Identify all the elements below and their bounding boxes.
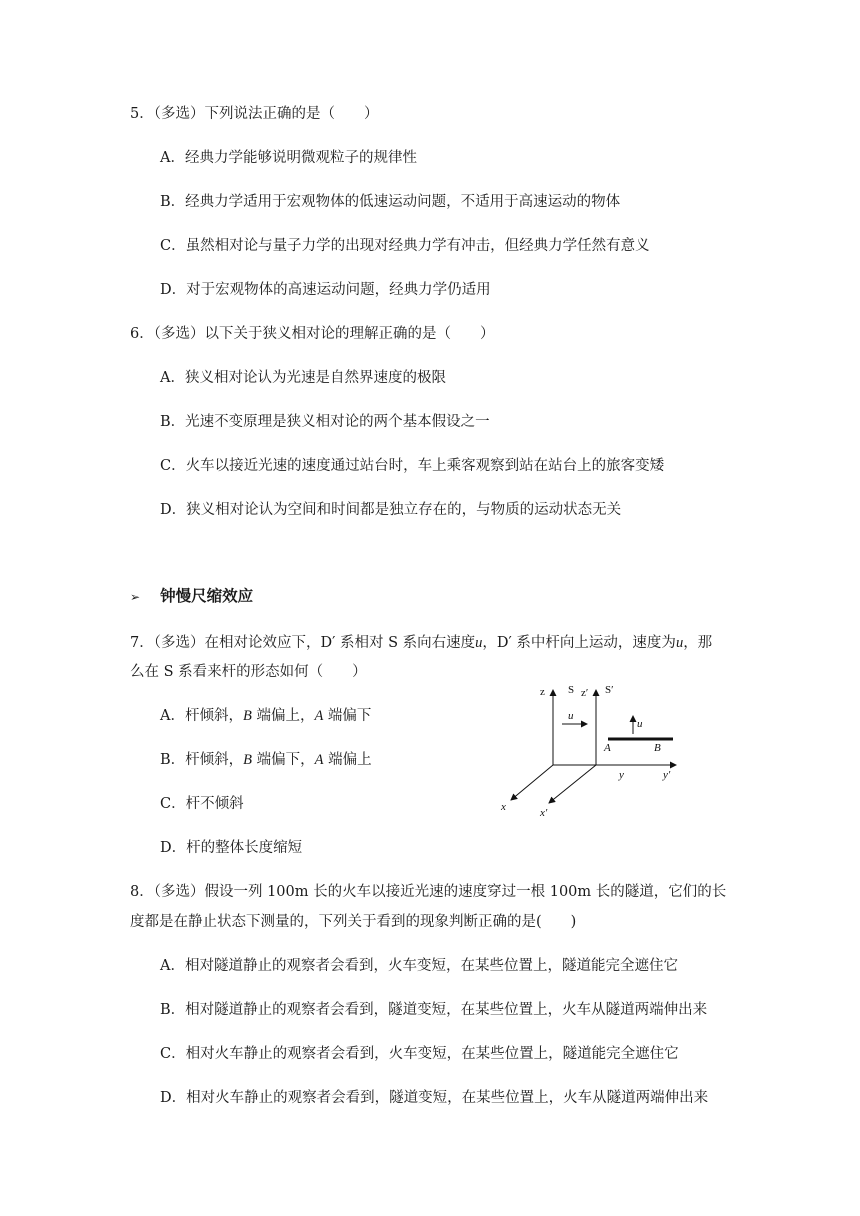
- q6-option-a: A．狭义相对论认为光速是自然界速度的极限: [160, 370, 446, 386]
- q7-option-b-a: A: [314, 752, 324, 768]
- q7-option-a-b: B: [242, 708, 252, 724]
- q8-option-b: B．相对隧道静止的观察者会看到，隧道变短，在某些位置上，火车从隧道两端伸出来: [160, 1002, 708, 1018]
- q8-stem-line2: 度都是在静止状态下测量的，下列关于看到的现象判断正确的是( ): [130, 914, 577, 930]
- q7-velocity-symbol-2: u: [675, 635, 684, 651]
- q6-option-c: C．火车以接近光速的速度通过站台时，车上乘客观察到站在站台上的旅客变矮: [160, 458, 665, 474]
- q7-option-c: C．杆不倾斜: [160, 796, 244, 812]
- q6-option-b: B．光速不变原理是狭义相对论的两个基本假设之一: [160, 414, 490, 430]
- label-x-prime: x′: [540, 807, 548, 819]
- label-b: B: [654, 742, 661, 754]
- q7-stem-part3: ，那: [683, 635, 713, 651]
- label-u-frame: u: [568, 710, 574, 722]
- arrow-bullet-icon: ➢: [130, 590, 141, 604]
- q7-stem-line1: [130, 633, 712, 653]
- q6-option-d: D．狭义相对论认为空间和时间都是独立存在的，与物质的运动状态无关: [160, 502, 622, 518]
- label-a: A: [604, 742, 611, 754]
- q7-option-b-post: 端偏上: [323, 752, 372, 768]
- label-s: S: [568, 684, 575, 696]
- q8-option-a: A．相对隧道静止的观察者会看到，火车变短，在某些位置上，隧道能完全遮住它: [160, 958, 678, 974]
- label-x: x: [501, 801, 506, 813]
- q7-option-d: D．杆的整体长度缩短: [160, 840, 303, 856]
- q6-stem: 6．（多选）以下关于狭义相对论的理解正确的是（ ）: [130, 326, 495, 342]
- section-title: 钟慢尺缩效应: [160, 587, 254, 605]
- q5-stem: 5．（多选）下列说法正确的是（ ）: [130, 106, 379, 122]
- q8-option-c: C．相对火车静止的观察者会看到，火车变短，在某些位置上，隧道能完全遮住它: [160, 1046, 679, 1062]
- section-heading: [130, 586, 253, 607]
- q7-option-a-a: A: [314, 708, 324, 724]
- relativity-frames-figure: [496, 680, 696, 820]
- q7-stem-part1: 7．（多选）在相对论效应下，D′ 系相对 S 系向右速度: [130, 635, 476, 651]
- q5-option-a: A．经典力学能够说明微观粒子的规律性: [160, 150, 417, 166]
- label-z: z: [540, 686, 545, 698]
- label-s-prime: S′: [605, 684, 614, 696]
- label-y: y: [619, 769, 624, 781]
- q5-option-d: D．对于宏观物体的高速运动问题，经典力学仍适用: [160, 282, 491, 298]
- q7-option-b-pre: B．杆倾斜，: [160, 752, 244, 768]
- q5-option-c: C．虽然相对论与量子力学的出现对经典力学有冲击，但经典力学任然有意义: [160, 238, 650, 254]
- s-prime-x-axis: [549, 765, 596, 803]
- q7-option-b-b: B: [243, 752, 253, 768]
- q7-option-b: [160, 750, 372, 770]
- label-u-rod: u: [637, 718, 643, 730]
- q7-option-a-post: 端偏下: [323, 708, 372, 724]
- s-x-axis: [511, 765, 553, 800]
- q7-velocity-symbol: u: [475, 635, 483, 651]
- q7-option-a-pre: A．杆倾斜，: [160, 708, 243, 724]
- q5-option-b: B．经典力学适用于宏观物体的低速运动问题，不适用于高速运动的物体: [160, 194, 621, 210]
- label-y-prime: y′: [663, 769, 671, 781]
- q7-stem-part2: ，D′ 系中杆向上运动，速度为: [482, 635, 676, 651]
- q8-option-d: D．相对火车静止的观察者会看到，隧道变短，在某些位置上，火车从隧道两端伸出来: [160, 1090, 709, 1106]
- q7-stem-line2: 么在 S 系看来杆的形态如何（ ）: [130, 664, 367, 680]
- q7-option-b-mid: 端偏下，: [252, 752, 315, 768]
- q7-option-a-mid: 端偏上，: [251, 708, 315, 724]
- q7-option-a: [160, 706, 371, 726]
- q8-stem-line1: 8．（多选）假设一列 100m 长的火车以接近光速的速度穿过一根 100m 长的隧道，它们的长: [130, 884, 727, 900]
- label-z-prime: z′: [581, 687, 589, 699]
